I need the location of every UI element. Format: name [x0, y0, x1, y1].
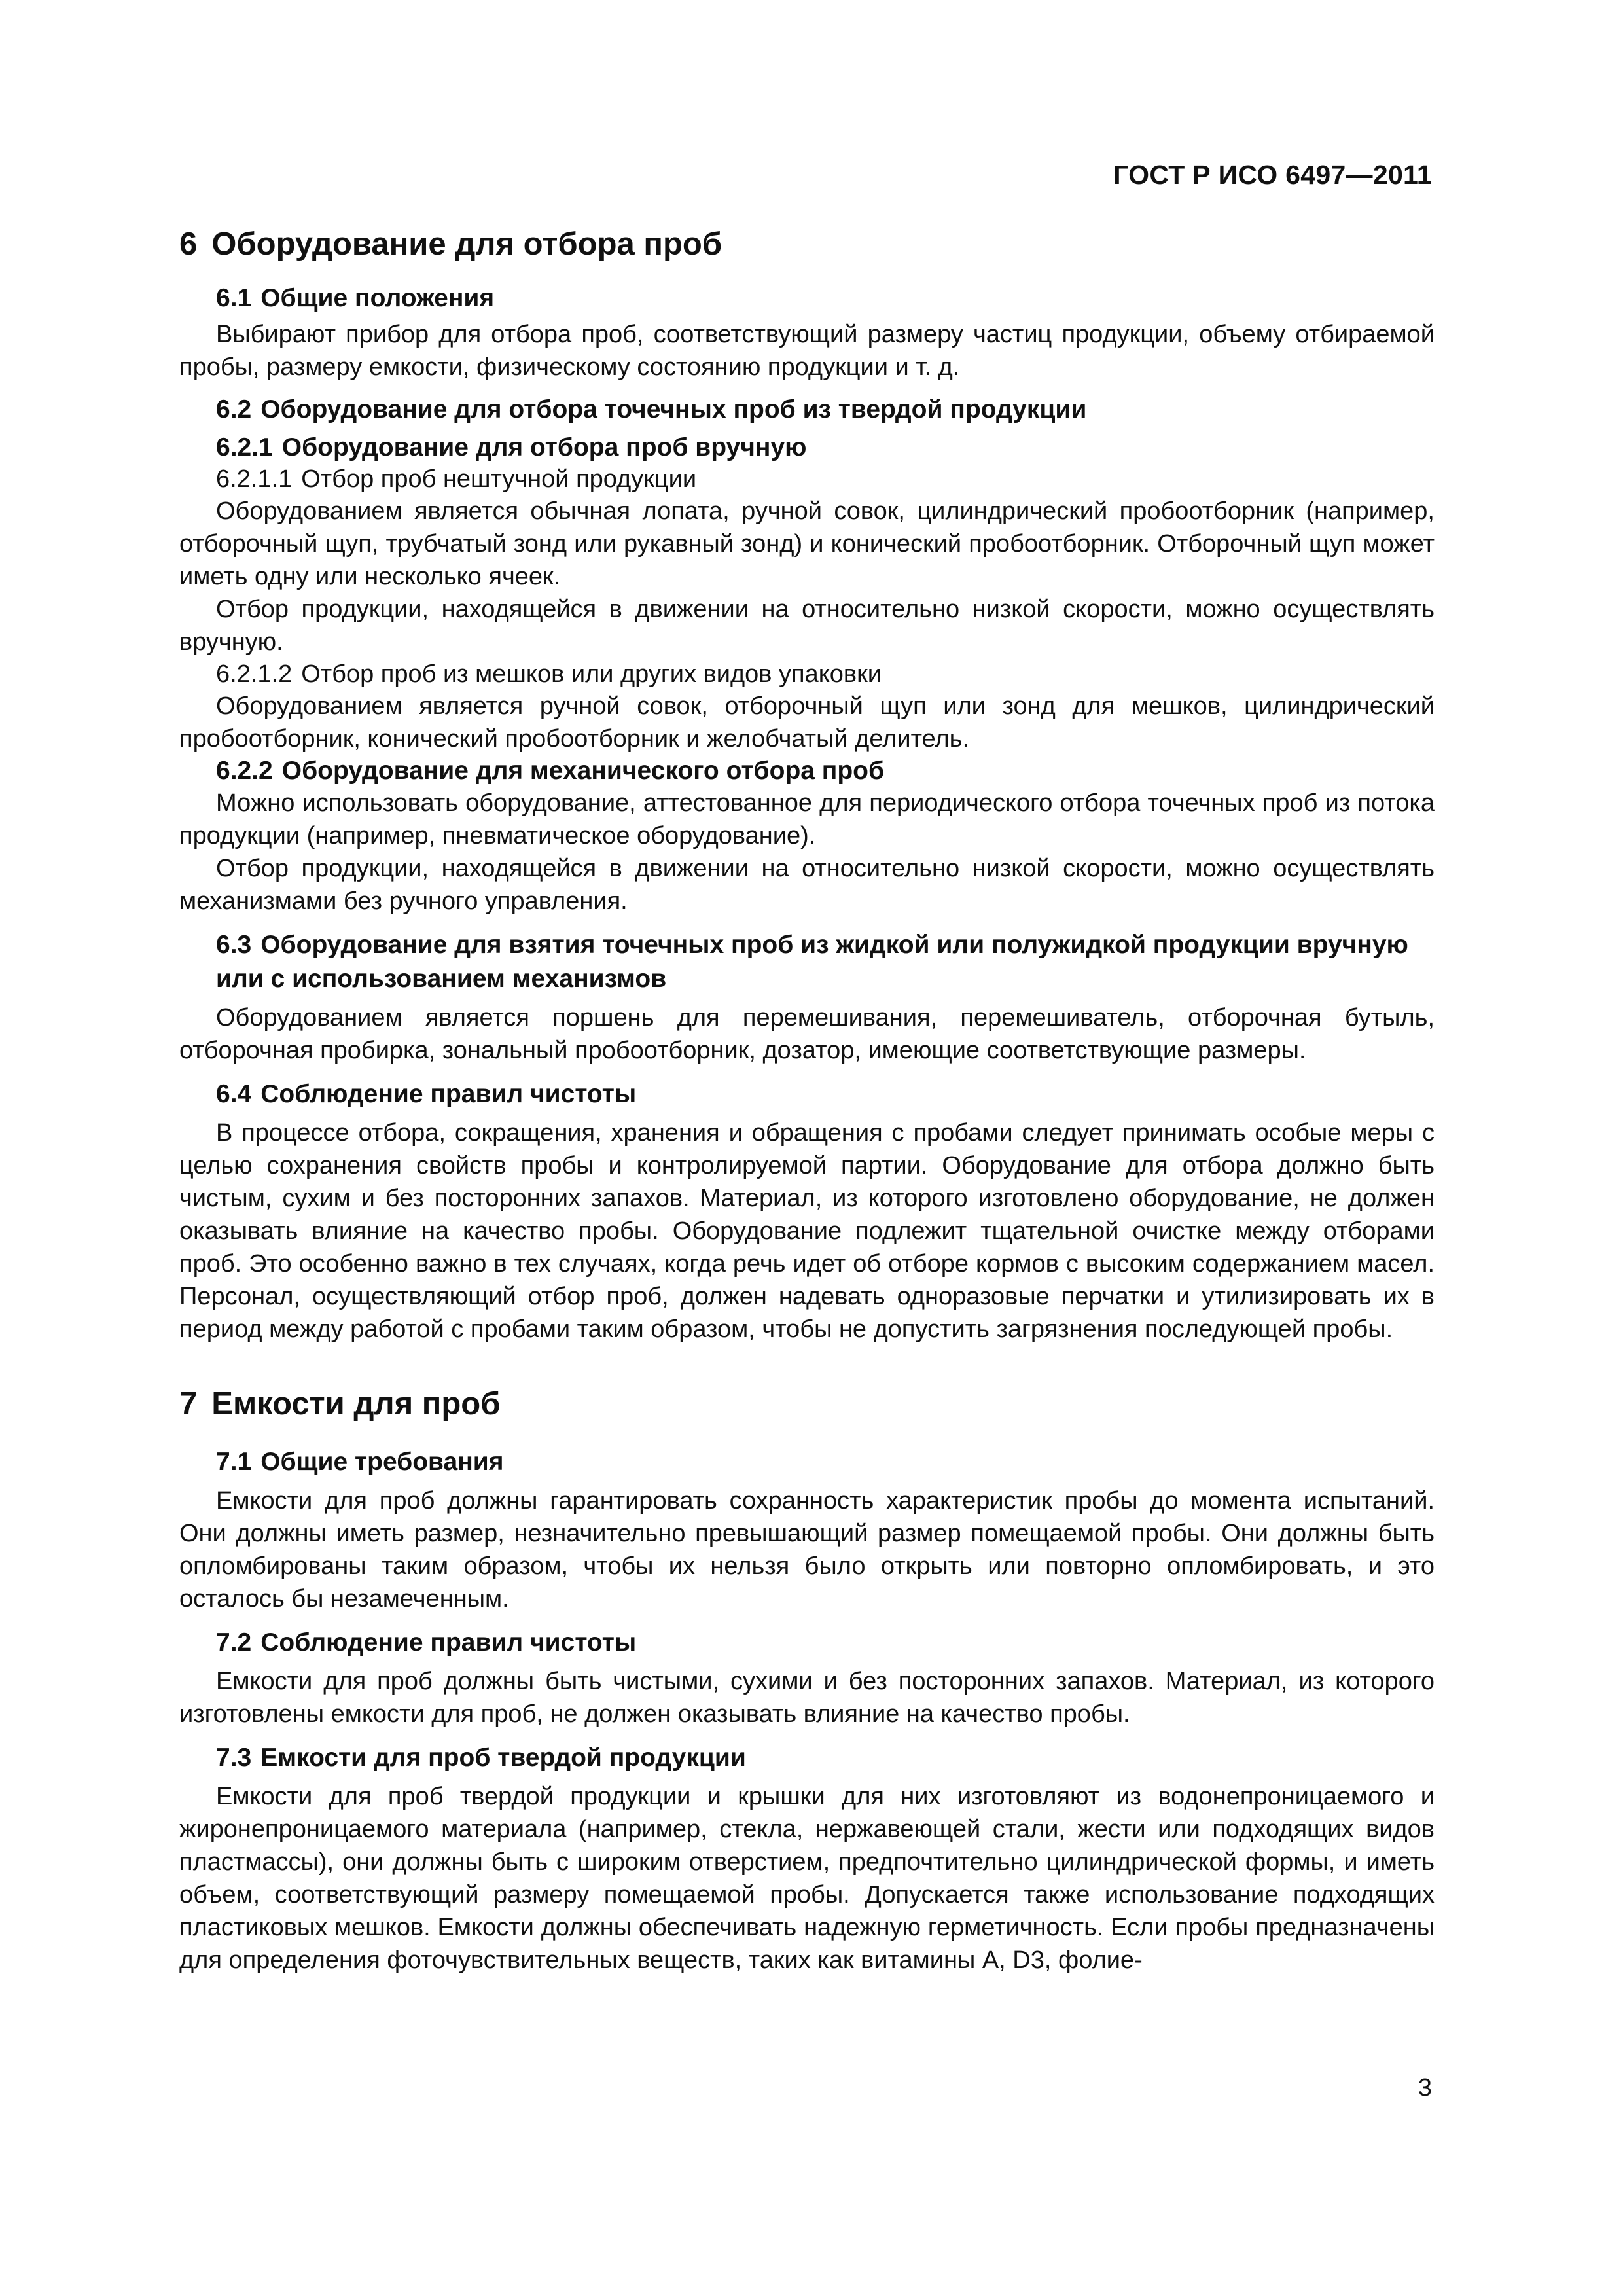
- paragraph: Выбирают прибор для отбора проб, соответствующий размеру частиц продукции, объему отбираемой пробы, размеру емкости, физическому состоянию продукции и т. д.: [179, 321, 1435, 381]
- section-7-heading: [179, 1381, 1435, 1427]
- subsection-number: 6.3: [216, 931, 252, 959]
- paragraph: В процессе отбора, сокращения, хранения и обращения с пробами следует принимать особые меры с целью сохранения свойств пробы и контролируемой партии. Оборудование для отбора должно быть чистым, сухим и без посторонних запахов. Материал, из которого изготовлено оборудование, не должен оказывать влияние на качество пробы. Оборудование подлежит тщательной очистке между отборами проб. Это особенно важно в тех случаях, когда речь идет об отборе кормов с высоким содержанием масел. Персонал, осуществляющий отбор проб, должен надевать одноразовые перчатки и утилизировать их в период между работой с пробами таким образом, чтобы не допустить загрязнения последующей пробы.: [179, 1119, 1435, 1343]
- subsection-number: 6.2: [216, 395, 252, 423]
- section-number: 6: [179, 226, 198, 262]
- item-title: Отбор проб нештучной продукции: [301, 465, 697, 493]
- subsection-title: Соблюдение правил чистоты: [260, 1628, 637, 1657]
- subsection-7-3-heading: [179, 1741, 1435, 1775]
- subsection-number: 6.1: [216, 284, 252, 312]
- item-number: 6.2.1.1: [216, 465, 293, 493]
- clause-title: Оборудование для механического отбора проб: [281, 757, 885, 785]
- document-number-header: ГОСТ Р ИСО 6497—2011: [1113, 160, 1432, 190]
- clause-number: 6.2.1: [216, 433, 273, 461]
- section-number: 7: [179, 1386, 198, 1422]
- subsection-number: 7.1: [216, 1448, 252, 1476]
- item-6-2-1-2-heading: [179, 658, 1435, 690]
- subsection-6-3-heading: [179, 928, 1435, 996]
- subsection-number: 6.4: [216, 1080, 252, 1108]
- paragraph: Емкости для проб твердой продукции и крышки для них изготовляют из водонепроницаемого и жиронепроницаемого материала (например, стекла, нержавеющей стали, жести или подходящих видов пластмассы), они должны быть с широким отверстием, предпочтительно цилиндрической формы, и иметь объем, соответствующий размеру помещаемой пробы. Допускается также использование подходящих пластиковых мешков. Емкости должны обеспечивать надежную герметичность. Если пробы предназначены для определения фоточувствительных веществ, таких как витамины А, D3, фолие-: [179, 1783, 1435, 1974]
- subsection-title: Оборудование для отбора точечных проб из твердой продукции: [260, 395, 1087, 423]
- page-body: [179, 221, 1435, 1977]
- subsection-6-4-heading: [179, 1077, 1435, 1111]
- paragraph: Оборудованием является обычная лопата, ручной совок, цилиндрический пробоотборник (например, отборочный щуп, трубчатый зонд или рукавный зонд) и конический пробоотборник. Отборочный щуп может иметь одну или несколько ячеек.: [179, 497, 1435, 590]
- clause-6-2-2-heading: [179, 755, 1435, 787]
- subsection-number: 7.3: [216, 1744, 252, 1772]
- subsection-6-1-heading: [179, 281, 1435, 315]
- item-number: 6.2.1.2: [216, 660, 293, 688]
- subsection-6-2-heading: [179, 393, 1435, 427]
- section-6-heading: [179, 221, 1435, 267]
- paragraph: Оборудованием является поршень для перемешивания, перемешиватель, отборочная бутыль, отборочная пробирка, зональный пробоотборник, дозатор, имеющие соответствующие размеры.: [179, 1004, 1435, 1064]
- subsection-title: Соблюдение правил чистоты: [260, 1080, 637, 1108]
- paragraph: Емкости для проб должны быть чистыми, сухими и без посторонних запахов. Материал, из которого изготовлены емкости для проб, не должен оказывать влияние на качество пробы.: [179, 1668, 1435, 1728]
- clause-number: 6.2.2: [216, 757, 273, 785]
- page-number: 3: [1418, 2074, 1432, 2102]
- subsection-title: Общие положения: [260, 284, 495, 312]
- subsection-7-1-heading: [179, 1445, 1435, 1479]
- clause-6-2-1-heading: [179, 432, 1435, 463]
- paragraph: Оборудованием является ручной совок, отборочный щуп или зонд для мешков, цилиндрический пробоотборник, конический пробоотборник и желобчатый делитель.: [179, 692, 1435, 753]
- subsection-title: Емкости для проб твердой продукции: [260, 1744, 746, 1772]
- item-6-2-1-1-heading: [179, 463, 1435, 495]
- section-title: Емкости для проб: [211, 1386, 501, 1422]
- paragraph: Отбор продукции, находящейся в движении на относительно низкой скорости, можно осуществлять вручную.: [179, 596, 1435, 656]
- paragraph: Можно использовать оборудование, аттестованное для периодического отбора точечных проб из потока продукции (например, пневматическое оборудование).: [179, 789, 1435, 850]
- section-title: Оборудование для отбора проб: [211, 226, 722, 262]
- subsection-7-2-heading: [179, 1626, 1435, 1660]
- subsection-number: 7.2: [216, 1628, 252, 1657]
- clause-title: Оборудование для отбора проб вручную: [281, 433, 807, 461]
- paragraph: Отбор продукции, находящейся в движении на относительно низкой скорости, можно осуществлять механизмами без ручного управления.: [179, 855, 1435, 915]
- subsection-title: Оборудование для взятия точечных проб из жидкой или полужидкой продукции вручную или с использованием механизмов: [216, 931, 1408, 993]
- paragraph: Емкости для проб должны гарантировать сохранность характеристик пробы до момента испытаний. Они должны иметь размер, незначительно превышающий размер помещаемой пробы. Они должны быть опломбированы таким образом, чтобы их нельзя было открыть или повторно опломбировать, и это осталось бы незамеченным.: [179, 1487, 1435, 1613]
- item-title: Отбор проб из мешков или других видов упаковки: [301, 660, 882, 688]
- subsection-title: Общие требования: [260, 1448, 504, 1476]
